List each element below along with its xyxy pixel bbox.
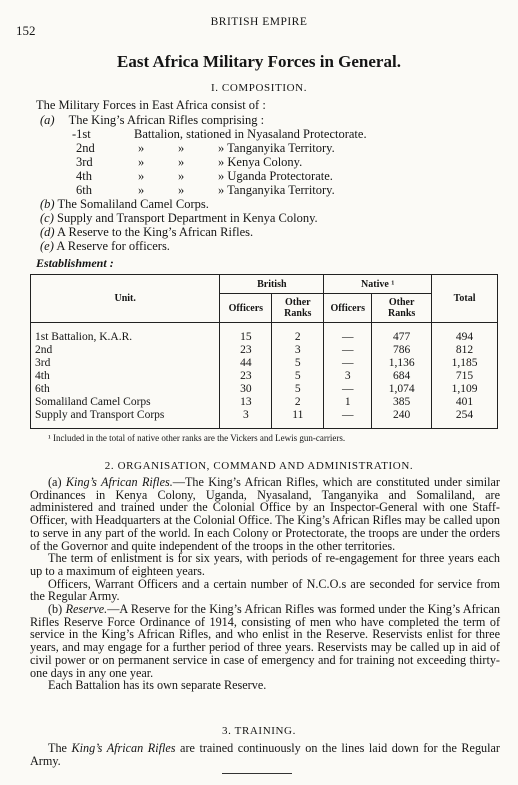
- paragraph-body: —A Reserve for the King’s African Rifles was formed under the King’s African Rifles Reserve Force Ordinance of 1914, consisting of men who have completed the term of service in the King’s African Rifles, and who enlist in the Reserve. Reservists enlist for three years, and may engage for a further period of three years. Reservists may be called up in aid of civil power or on permanent service in case of emergency and for training not exceeding thirty-one days in any one year.: [30, 602, 501, 680]
- column-header-total: Total: [432, 275, 498, 323]
- british-other-ranks-cell: 5: [272, 370, 324, 383]
- native-officers-cell: —: [324, 344, 372, 357]
- british-officers-cell: 44: [220, 357, 272, 370]
- unit-cell: 2nd: [31, 344, 220, 357]
- running-head: BRITISH EMPIRE: [210, 16, 308, 28]
- native-officers-cell: —: [324, 383, 372, 396]
- table-row: [31, 396, 498, 409]
- column-header-british: British: [220, 275, 324, 294]
- table-row: [31, 370, 498, 383]
- battalion-line: [72, 127, 367, 141]
- paragraph-mark: (a): [48, 475, 62, 489]
- composition-intro: The Military Forces in East Africa consist of :: [36, 98, 266, 112]
- training-text: [30, 742, 500, 767]
- british-other-ranks-cell: 2: [272, 396, 324, 409]
- native-other-ranks-cell: 786: [372, 344, 432, 357]
- page-title: East Africa Military Forces in General.: [117, 52, 401, 71]
- british-other-ranks-cell: 2: [272, 323, 324, 345]
- composition-item-a: [40, 113, 264, 127]
- composition-item-c: [40, 211, 318, 225]
- column-header-native: Native ¹: [324, 275, 432, 294]
- british-other-ranks-cell: 5: [272, 383, 324, 396]
- unit-cell: 4th: [31, 370, 220, 383]
- unit-cell: 3rd: [31, 357, 220, 370]
- total-cell: 715: [432, 370, 498, 383]
- total-cell: 494: [432, 323, 498, 345]
- battalion-ordinal: 3rd: [76, 155, 93, 169]
- native-other-ranks-cell: 240: [372, 409, 432, 429]
- british-other-ranks-cell: 5: [272, 357, 324, 370]
- battalion-line: [76, 155, 302, 169]
- column-header-british-other-ranks: Other Ranks: [272, 294, 324, 323]
- table-row: [31, 383, 498, 396]
- paragraph-kar: [30, 476, 500, 552]
- native-other-ranks-cell: 1,074: [372, 383, 432, 396]
- table-row: [31, 409, 498, 429]
- composition-item-d: [40, 225, 253, 239]
- table-row: [31, 323, 498, 345]
- british-officers-cell: 15: [220, 323, 272, 345]
- battalion-line: [76, 141, 335, 155]
- item-mark: (a): [40, 113, 55, 127]
- battalion-ordinal: -1st: [72, 127, 91, 141]
- native-officers-cell: —: [324, 357, 372, 370]
- paragraph-lead: The: [48, 741, 67, 755]
- paragraph-title: Reserve.: [65, 602, 108, 617]
- british-other-ranks-cell: 3: [272, 344, 324, 357]
- battalion-line: [76, 169, 333, 183]
- ditto-mark: »: [178, 169, 185, 183]
- british-officers-cell: 30: [220, 383, 272, 396]
- battalion-ordinal: 2nd: [76, 141, 95, 155]
- column-header-native-officers: Officers: [324, 294, 372, 323]
- native-officers-cell: —: [324, 323, 372, 345]
- british-officers-cell: 23: [220, 344, 272, 357]
- ditto-mark: »: [138, 183, 145, 197]
- british-other-ranks-cell: 11: [272, 409, 324, 429]
- total-cell: 401: [432, 396, 498, 409]
- page-number: 152: [16, 23, 36, 38]
- section-heading-training: 3. TRAINING.: [222, 725, 296, 737]
- battalion-text: » Kenya Colony.: [218, 155, 303, 169]
- item-text: Supply and Transport Department in Kenya Colony.: [57, 211, 318, 225]
- column-header-unit: Unit.: [31, 275, 220, 323]
- native-other-ranks-cell: 385: [372, 396, 432, 409]
- item-mark: (d): [40, 225, 55, 239]
- native-officers-cell: 3: [324, 370, 372, 383]
- paragraph-title: King’s African Rifles.: [65, 475, 173, 489]
- ditto-mark: »: [138, 169, 145, 183]
- british-officers-cell: 13: [220, 396, 272, 409]
- composition-item-b: [40, 197, 209, 211]
- total-cell: 1,109: [432, 383, 498, 396]
- native-officers-cell: 1: [324, 396, 372, 409]
- paragraph-title: King’s African Rifles: [71, 741, 176, 755]
- paragraph-battalion-reserve: Each Battalion has its own separate Reserve.: [48, 678, 267, 693]
- paragraph-body: are trained continuously on the lines laid down for the Regular Army.: [30, 741, 500, 768]
- paragraph-body: —The King’s African Rifles, which are constituted under similar Ordinances in Kenya Colony, Uganda, Nyasaland, Tanganyika and Somaliland, are administered and trained under the Colonial Office by an Inspector-General with one Staff-Officer, with Headquarters at the Colonial Office. The King’s African Rifles may be called upon to serve in any part of the world. In each Colony or Protectorate, the troops are under the orders of the Governor and quite independent of the troops in the other territories.: [30, 475, 500, 553]
- closing-rule: [222, 773, 292, 774]
- battalion-text: » Tanganyika Territory.: [218, 141, 335, 155]
- table-row: [31, 344, 498, 357]
- organisation-text: [30, 476, 500, 692]
- unit-cell: Supply and Transport Corps: [31, 409, 220, 429]
- ditto-mark: »: [138, 141, 145, 155]
- establishment-label: Establishment :: [36, 256, 114, 270]
- battalion-ordinal: 4th: [76, 169, 92, 183]
- native-other-ranks-cell: 1,136: [372, 357, 432, 370]
- ditto-mark: »: [178, 155, 185, 169]
- item-mark: (b): [40, 197, 55, 211]
- native-officers-cell: —: [324, 409, 372, 429]
- british-officers-cell: 23: [220, 370, 272, 383]
- native-other-ranks-cell: 477: [372, 323, 432, 345]
- section-heading-composition: I. COMPOSITION.: [210, 82, 308, 94]
- ditto-mark: »: [178, 183, 185, 197]
- paragraph-mark: (b): [48, 602, 63, 617]
- unit-cell: Somaliland Camel Corps: [31, 396, 220, 409]
- unit-cell: 1st Battalion, K.A.R.: [31, 323, 220, 345]
- paragraph-officers: Officers, Warrant Officers and a certain number of N.C.O.s are seconded for service from the Regular Army.: [30, 576, 500, 604]
- item-text: A Reserve for officers.: [56, 239, 170, 253]
- table-row: [31, 357, 498, 370]
- battalion-text: Battalion, stationed in Nyasaland Protectorate.: [134, 127, 367, 141]
- paragraph-reserve: [30, 603, 500, 679]
- column-header-native-other-ranks: Other Ranks: [372, 294, 432, 323]
- total-cell: 812: [432, 344, 498, 357]
- total-cell: 1,185: [432, 357, 498, 370]
- composition-item-e: [40, 239, 170, 253]
- item-text: The Somaliland Camel Corps.: [57, 197, 209, 211]
- table-footnote: ¹ Included in the total of native other ranks are the Vickers and Lewis gun-carriers.: [48, 433, 346, 443]
- unit-cell: 6th: [31, 383, 220, 396]
- native-other-ranks-cell: 684: [372, 370, 432, 383]
- paragraph-enlistment: The term of enlistment is for six years, with periods of re-engagement for three years each up to a maximum of eighteen years.: [30, 551, 500, 578]
- total-cell: 254: [432, 409, 498, 429]
- paragraph-training: [30, 742, 500, 767]
- ditto-mark: »: [178, 141, 185, 155]
- item-text: The King’s African Rifles comprising :: [68, 113, 265, 127]
- battalion-text: » Uganda Protectorate.: [218, 169, 333, 183]
- item-mark: (e): [40, 239, 54, 253]
- column-header-british-officers: Officers: [220, 294, 272, 323]
- battalion-line: [76, 183, 335, 197]
- battalion-ordinal: 6th: [76, 183, 92, 197]
- establishment-table: [30, 274, 498, 429]
- section-heading-organisation: 2. ORGANISATION, COMMAND AND ADMINISTRATION.: [104, 460, 414, 472]
- british-officers-cell: 3: [220, 409, 272, 429]
- item-text: A Reserve to the King’s African Rifles.: [57, 225, 254, 239]
- item-mark: (c): [40, 211, 54, 225]
- battalion-text: » Tanganyika Territory.: [218, 183, 335, 197]
- ditto-mark: »: [138, 155, 145, 169]
